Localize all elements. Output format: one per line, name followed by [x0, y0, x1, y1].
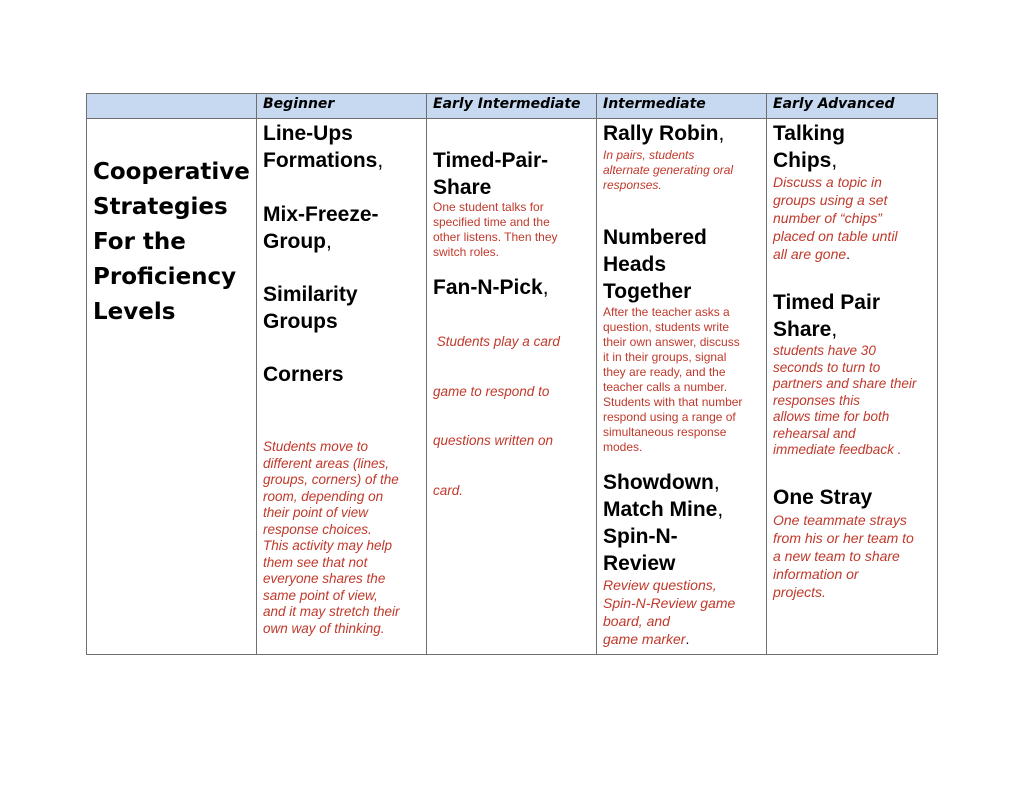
corners-heading: Corners — [263, 363, 344, 386]
spin-n-review-description: Review questions, Spin-N-Review game board, and game marker. — [603, 577, 736, 647]
fan-n-pick-heading: Fan-N-Pick, — [433, 276, 549, 299]
talking-chips-description: Discuss a topic in groups using a set number of “chips” placed on table until all are gone. — [773, 174, 898, 262]
timed-pair-share-ea-description: students have 30 seconds to turn to partners and share their responses this allows time for both rehearsal and immediate feedback . — [773, 343, 917, 457]
timed-pair-share-ea-heading: Timed Pair Share, — [773, 291, 880, 341]
beginner-cell — [257, 119, 427, 655]
title-line: Strategies — [93, 194, 228, 220]
early-advanced-cell — [767, 119, 938, 655]
numbered-heads-description: After the teacher asks a question, students write their own answer, discuss it in their groups, signal they are ready, and the teacher calls a number. Students with that number respond using a range of simultaneous response modes. — [603, 305, 743, 454]
early-intermediate-cell — [427, 119, 597, 655]
title-line: Cooperative — [93, 159, 250, 185]
one-stray-heading: One Stray — [773, 486, 873, 509]
mix-freeze-heading: Mix-Freeze- Group, — [263, 203, 379, 253]
header-early-intermediate: Early Intermediate — [427, 94, 597, 119]
content-row — [87, 119, 938, 655]
header-early-advanced: Early Advanced — [767, 94, 938, 119]
header-intermediate: Intermediate — [597, 94, 767, 119]
corners-description: Students move to different areas (lines, groups, corners) of the room, depending on their point of view response choices. This activity may help them see that not everyone shares the same point of view, and it may stretch their own way of thinking. — [263, 439, 400, 636]
showdown-heading: Showdown, Match Mine, Spin-N- Review — [603, 471, 724, 575]
strategies-table — [86, 93, 938, 655]
numbered-heads-heading: Numbered Heads Together — [603, 226, 707, 303]
title-line: Levels — [93, 299, 176, 325]
line-ups-heading: Line-Ups Formations, — [263, 122, 384, 172]
rally-robin-description: In pairs, students alternate generating oral responses. — [603, 148, 734, 192]
timed-pair-share-description: One student talks for specified time and the other listens. Then they switch roles. — [433, 200, 558, 259]
similarity-heading: Similarity Groups — [263, 283, 358, 333]
talking-chips-heading: Talking Chips, — [773, 122, 845, 172]
header-empty — [87, 94, 257, 119]
title-line: For the — [93, 229, 186, 255]
title-cell — [87, 119, 257, 655]
intermediate-cell — [597, 119, 767, 655]
rally-robin-heading: Rally Robin, — [603, 122, 725, 145]
header-row — [87, 94, 938, 119]
one-stray-description: One teammate strays from his or her team to a new team to share information or projects. — [773, 512, 914, 600]
header-beginner: Beginner — [257, 94, 427, 119]
timed-pair-share-heading: Timed-Pair- Share — [433, 149, 549, 199]
title-line: Proficiency — [93, 264, 237, 290]
fan-n-pick-description: Students play a card game to respond to questions written on card. — [433, 334, 560, 498]
table-title — [93, 155, 253, 330]
